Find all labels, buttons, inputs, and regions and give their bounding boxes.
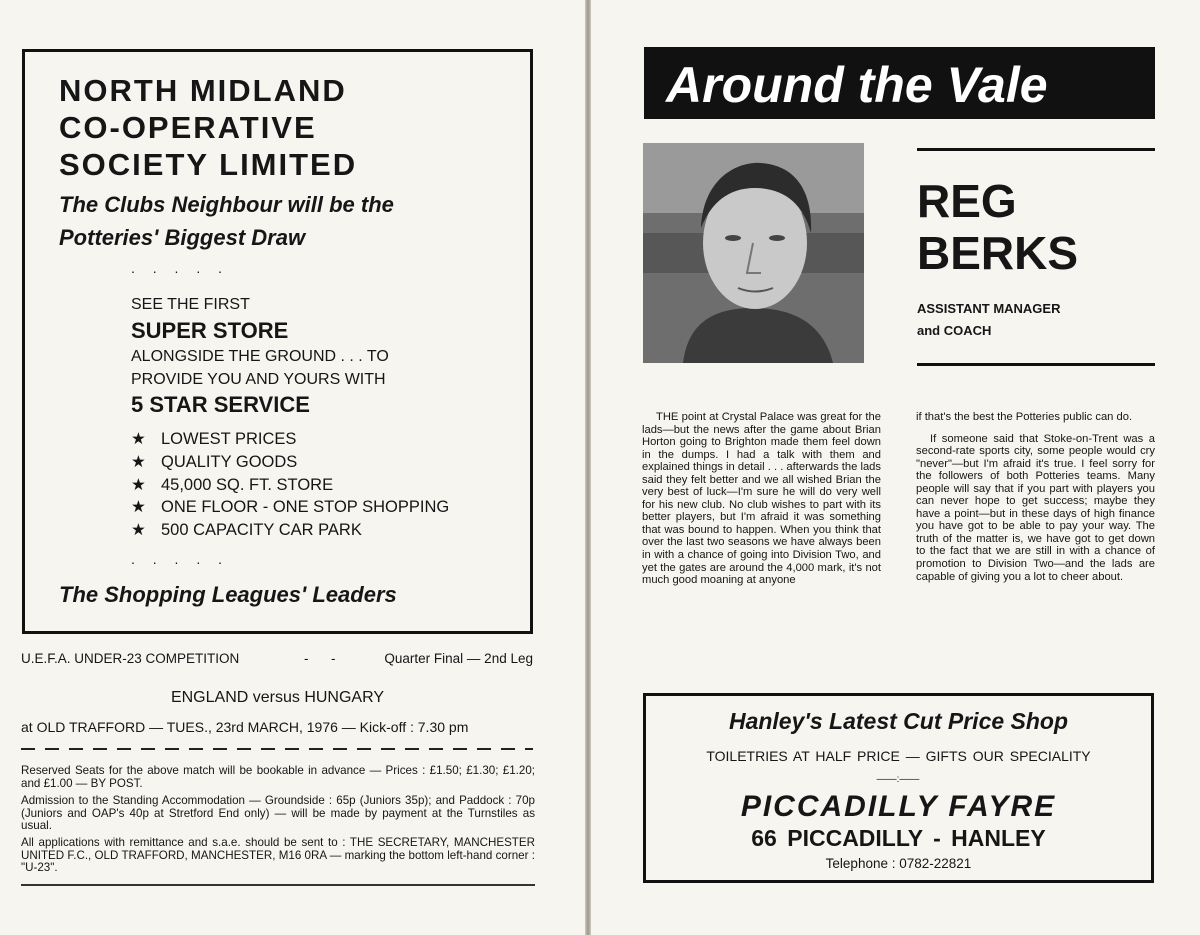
super-store-heading: SUPER STORE [131,318,289,343]
shop-ad-subtitle: TOILETRIES AT HALF PRICE — GIFTS OUR SPECIALITY [706,748,1091,764]
shop-ad-title: Hanley's Latest Cut Price Shop [728,708,1069,734]
shop-advert [643,693,1154,883]
list-item [131,474,449,497]
coop-title-line: SOCIETY LIMITED [59,147,358,182]
dot-divider: . . . . . [131,260,230,276]
shop-telephone: Telephone : 0782-22821 [825,856,972,871]
right-page [591,0,1200,935]
ticket-note: Reserved Seats for the above match will be bookable in advance — Prices : £1.50; £1.30; £1.20; and £1.00 — BY POST. [21,764,535,790]
coop-title-line: CO-OPERATIVE [59,110,317,145]
feature-text: 45,000 SQ. FT. STORE [161,475,334,494]
competition-name: U.E.F.A. UNDER-23 COMPETITION [21,651,240,666]
profile-name-line: REG [917,175,1017,227]
list-item [131,451,449,474]
coop-title-line: NORTH MIDLAND [59,73,347,108]
article-paragraph: THE point at Crystal Palace was great for the lads—but the news after the game about Brian Horton going to Brighton made them feel down in the dumps. I had a talk with them and explained things in detail . . . afterwards the lads said they felt better and we all wished Brian the very best of luck—I'm sure he will do very well for his new club. No club wishes to part with its better players, but I'm afraid it was something that was bound to happen. When you think that over the last two seasons we have always been in with a chance of going into Division Two, and yet the gates are around the 4,000 mark, it's not much good moaning at anyone [642,411,881,587]
article-paragraph: If someone said that Stoke-on-Trent was a second-rate sports city, some people would cry "never"—but I'm afraid it's true. I feel sorry for the followers of both Potteries teams. Many people will say that if you part with players you can never hope to get success; maybe they have a point—but in these days of high finance you have got to be able to pay your way. The truth of the matter is, we have got to get down to the fact that we are still in with a chance of promotion to Division Two—and the lads are capable of giving you a lot to cheer about. [916,432,1155,583]
alongside-line: PROVIDE YOU AND YOURS WITH [131,370,386,388]
dot-divider: . . . . . [131,551,230,567]
coop-tagline [59,188,394,254]
profile-role-line: ASSISTANT MANAGER [917,301,1061,316]
shop-ad-separator: ——:—— [876,774,920,785]
feature-text: LOWEST PRICES [161,430,297,448]
alongside-text [131,346,389,391]
article-paragraph: if that's the best the Potteries public can do. [916,411,1133,423]
profile-rule-bottom [917,363,1155,366]
alongside-line: ALONGSIDE THE GROUND . . . TO [131,348,389,365]
feature-text: ONE FLOOR - ONE STOP SHOPPING [161,498,450,517]
profile-role-line: and COACH [917,323,992,338]
feature-text: 500 CAPACITY CAR PARK [161,521,362,540]
profile-name-line: BERKS [917,227,1079,279]
coop-advert [22,49,533,634]
profile-name [917,175,1078,279]
coop-tagline-line: Potteries' Biggest Draw [59,225,306,250]
ticket-note: Admission to the Standing Accommodation — Groundside : 65p (Juniors 35p); and Paddock : 70p (Juniors and OAP's 40p at Stretford End only) — will be made by payment at the Turnstiles as usual. [21,794,535,832]
see-the-first: SEE THE FIRST [131,296,250,313]
section-banner: Around the Vale [644,47,1155,119]
bottom-rule [21,884,535,886]
dash-separator: - [331,651,336,666]
star-icon: ★ [131,452,146,471]
match-title: ENGLAND versus HUNGARY [170,689,385,706]
feature-text: QUALITY GOODS [161,452,298,471]
competition-stage: Quarter Final — 2nd Leg [384,651,533,666]
five-star-heading: 5 STAR SERVICE [131,392,310,417]
star-icon: ★ [131,498,146,517]
list-item [131,428,449,451]
star-icon: ★ [131,430,146,448]
article-column-1 [642,411,881,596]
coop-tagline-line: The Clubs Neighbour will be the [59,192,394,217]
list-item [131,496,449,519]
portrait-photo [643,143,864,363]
dash-separator: - [304,651,309,666]
star-icon: ★ [131,521,146,540]
star-icon: ★ [131,475,146,494]
dashed-divider [21,748,533,750]
profile-rule-top [917,148,1155,151]
profile-role [917,298,1060,342]
coop-closing-slogan: The Shopping Leagues' Leaders [59,582,397,607]
list-item [131,519,449,542]
left-page [0,0,585,935]
coop-title [59,72,357,183]
shop-address: 66 PICCADILLY - HANLEY [751,825,1046,851]
shop-name: PICCADILLY FAYRE [740,790,1057,823]
match-venue: at OLD TRAFFORD — TUES., 23rd MARCH, 1976 — Kick-off : 7.30 pm [21,719,469,735]
article-column-2 [916,411,1155,592]
feature-list [131,428,449,542]
ticket-note: All applications with remittance and s.a.e. should be sent to : THE SECRETARY, MANCHESTER UNITED F.C., OLD TRAFFORD, MANCHESTER, M16 0RA — marking the bottom left-hand corner : "U-23". [21,836,535,874]
